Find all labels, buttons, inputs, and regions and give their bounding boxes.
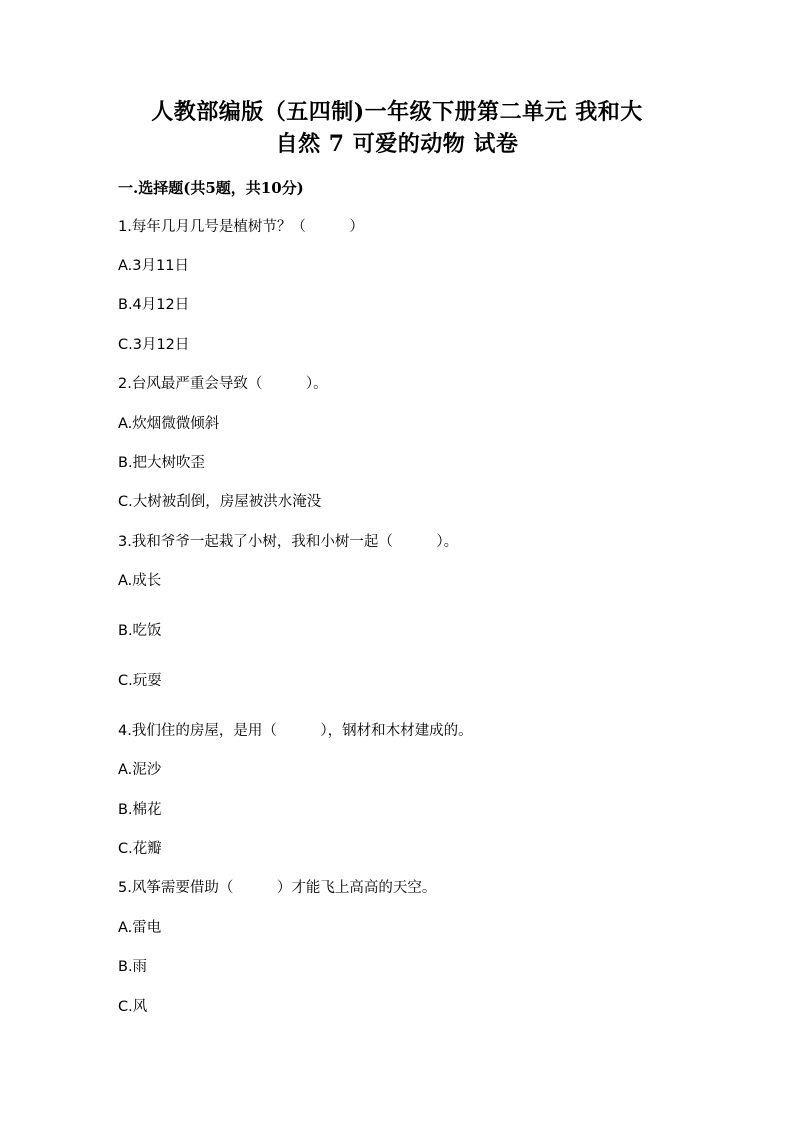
question-2-stem: 2.台风最严重会导致（ ）。	[118, 376, 328, 392]
question-5-option-a: A.雷电	[118, 920, 162, 936]
section-heading: 一.选择题(共5题，共10分)	[118, 179, 304, 197]
question-4-option-c: C.花瓣	[118, 841, 162, 857]
question-3-option-b: B.吃饭	[118, 623, 162, 639]
question-4-option-b: B.棉花	[118, 802, 162, 818]
question-3-stem: 3.我和爷爷一起栽了小树，我和小树一起（ ）。	[118, 534, 459, 550]
question-1-option-c: C.3月12日	[118, 337, 190, 353]
question-2-option-a: A.炊烟微微倾斜	[118, 416, 220, 432]
question-1-option-b: B.4月12日	[118, 297, 190, 313]
question-1-option-a: A.3月11日	[118, 258, 189, 274]
document-title-line-1: 人教部编版（五四制)一年级下册第二单元 我和大	[151, 99, 643, 125]
question-3-option-a: A.成长	[118, 573, 162, 589]
question-2-option-b: B.把大树吹歪	[118, 455, 206, 471]
question-4-option-a: A.泥沙	[118, 762, 162, 778]
question-5-option-c: C.风	[118, 999, 148, 1015]
question-5-option-b: B.雨	[118, 959, 148, 975]
question-2-option-c: C.大树被刮倒，房屋被洪水淹没	[118, 494, 322, 510]
question-3-option-c: C.玩耍	[118, 673, 162, 689]
question-4-stem: 4.我们住的房屋，是用（ ），钢材和木材建成的。	[118, 723, 473, 739]
question-5-stem: 5.风筝需要借助（ ）才能飞上高高的天空。	[118, 880, 437, 896]
document-title-line-2: 自然 7 可爱的动物 试卷	[275, 131, 519, 157]
question-1-stem: 1.每年几月几号是植树节？（ ）	[118, 219, 364, 235]
